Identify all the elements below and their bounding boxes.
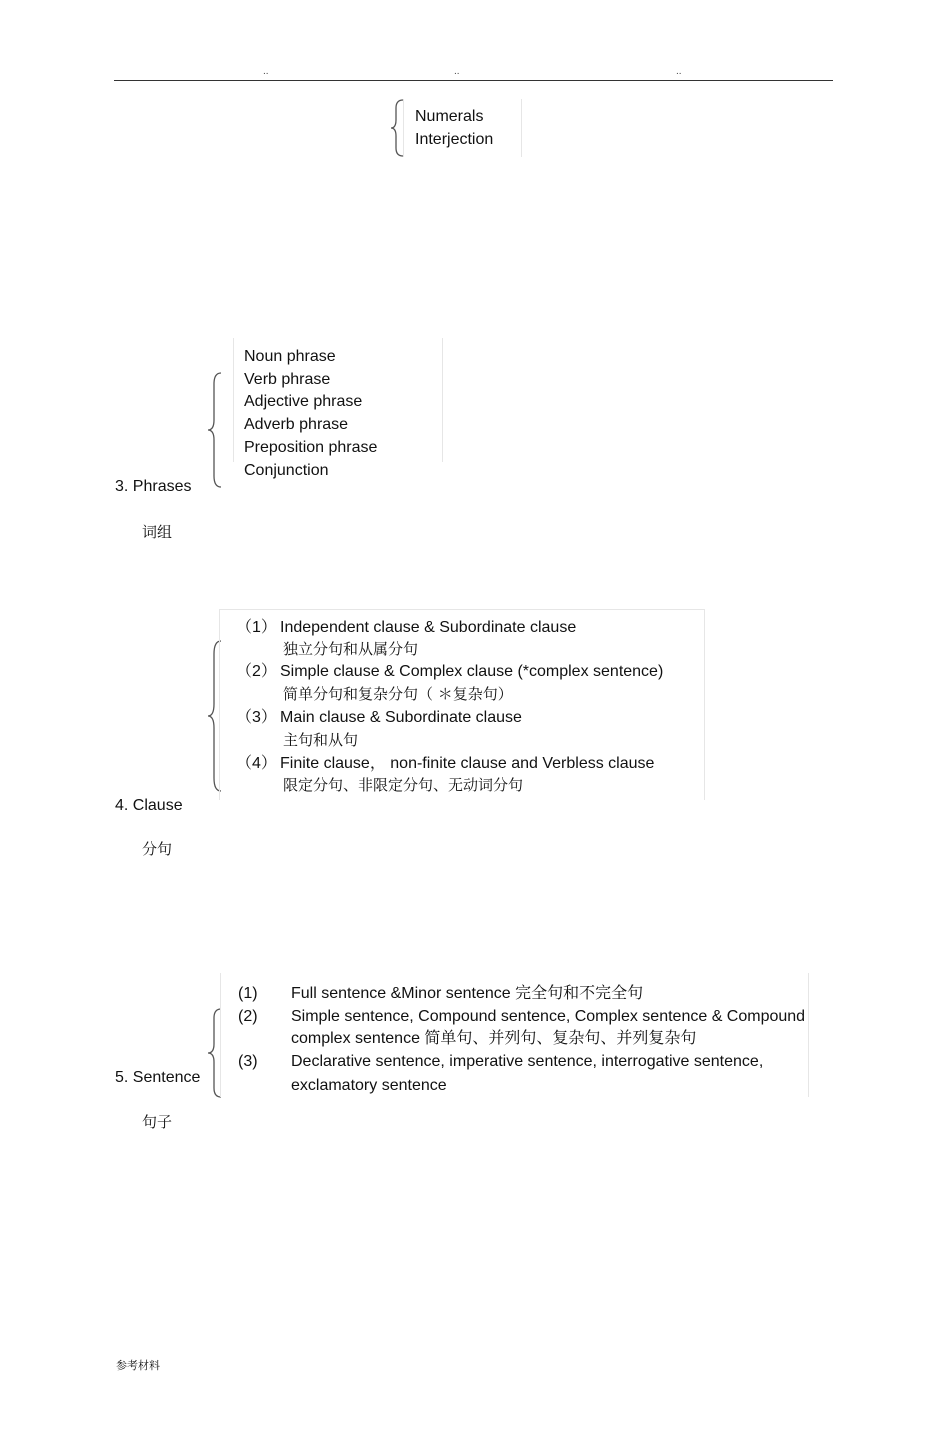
sentence-number: (2) xyxy=(238,1008,258,1025)
phrase-item-preposition: Preposition phrase xyxy=(244,439,378,456)
section-cn-label-clause: 分句 xyxy=(142,840,173,858)
clause-item-1 xyxy=(236,616,576,639)
sentence-text-continued: exclamatory sentence xyxy=(291,1077,447,1094)
brace-icon-top xyxy=(390,99,404,157)
sentence-item-1 xyxy=(238,982,643,1005)
clause-number: （1） xyxy=(236,619,277,636)
section-label-sentence: 5. Sentence xyxy=(115,1069,201,1086)
sentence-item-3 xyxy=(238,1050,763,1073)
header-rule xyxy=(114,80,833,81)
clause-text-en: Independent clause & Subordinate clause xyxy=(280,619,577,636)
header-dots-left: .. xyxy=(263,66,269,77)
sentence-text: Declarative sentence, imperative sentence, interrogative sentence, xyxy=(291,1053,764,1070)
sentence-number: (1) xyxy=(238,985,258,1002)
clause-text-cn: 独立分句和从属分句 xyxy=(283,640,419,658)
clause-item-4 xyxy=(236,752,654,775)
sentence-text: Simple sentence, Compound sentence, Complex sentence & Compound xyxy=(291,1008,806,1025)
sentence-text-continued: complex sentence 简单句、并列句、复杂句、并列复杂句 xyxy=(291,1030,697,1047)
clause-item-3 xyxy=(236,706,522,729)
sentence-item-2 xyxy=(238,1005,805,1028)
clause-text-en: Simple clause & Complex clause (*complex sentence) xyxy=(280,663,664,680)
header-dots-right: .. xyxy=(676,66,682,77)
clause-number: （3） xyxy=(236,709,277,726)
section-label-clause: 4. Clause xyxy=(115,797,183,814)
phrase-item-verb: Verb phrase xyxy=(244,371,331,388)
footer-text: 参考材料 xyxy=(116,1359,160,1372)
clause-text-cn: 主句和从句 xyxy=(283,731,359,749)
clause-text-cn: 简单分句和复杂分句（ ＊复杂句） xyxy=(283,685,513,703)
sentence-number: (3) xyxy=(238,1053,258,1070)
section-label-phrases: 3. Phrases xyxy=(115,478,192,495)
section-cn-label-sentence: 句子 xyxy=(142,1113,173,1131)
clause-text-en: Main clause & Subordinate clause xyxy=(280,709,522,726)
clause-item-2 xyxy=(236,660,663,683)
list-item-numerals: Numerals xyxy=(415,108,484,125)
brace-icon-phrases xyxy=(206,372,222,488)
header-dots-center: .. xyxy=(454,66,460,77)
section-cn-label-phrases: 词组 xyxy=(142,523,173,541)
clause-number: （4） xyxy=(236,755,277,772)
phrase-item-adjective: Adjective phrase xyxy=(244,393,363,410)
phrase-item-conjunction: Conjunction xyxy=(244,462,329,479)
clause-text-en: Finite clause， non-finite clause and Verbless clause xyxy=(280,755,655,772)
clause-text-cn: 限定分句、非限定分句、无动词分句 xyxy=(283,776,524,794)
list-item-interjection: Interjection xyxy=(415,131,494,148)
phrase-item-adverb: Adverb phrase xyxy=(244,416,349,433)
sentence-text: Full sentence &Minor sentence 完全句和不完全句 xyxy=(291,985,644,1002)
clause-number: （2） xyxy=(236,663,277,680)
phrase-item-noun: Noun phrase xyxy=(244,348,336,365)
